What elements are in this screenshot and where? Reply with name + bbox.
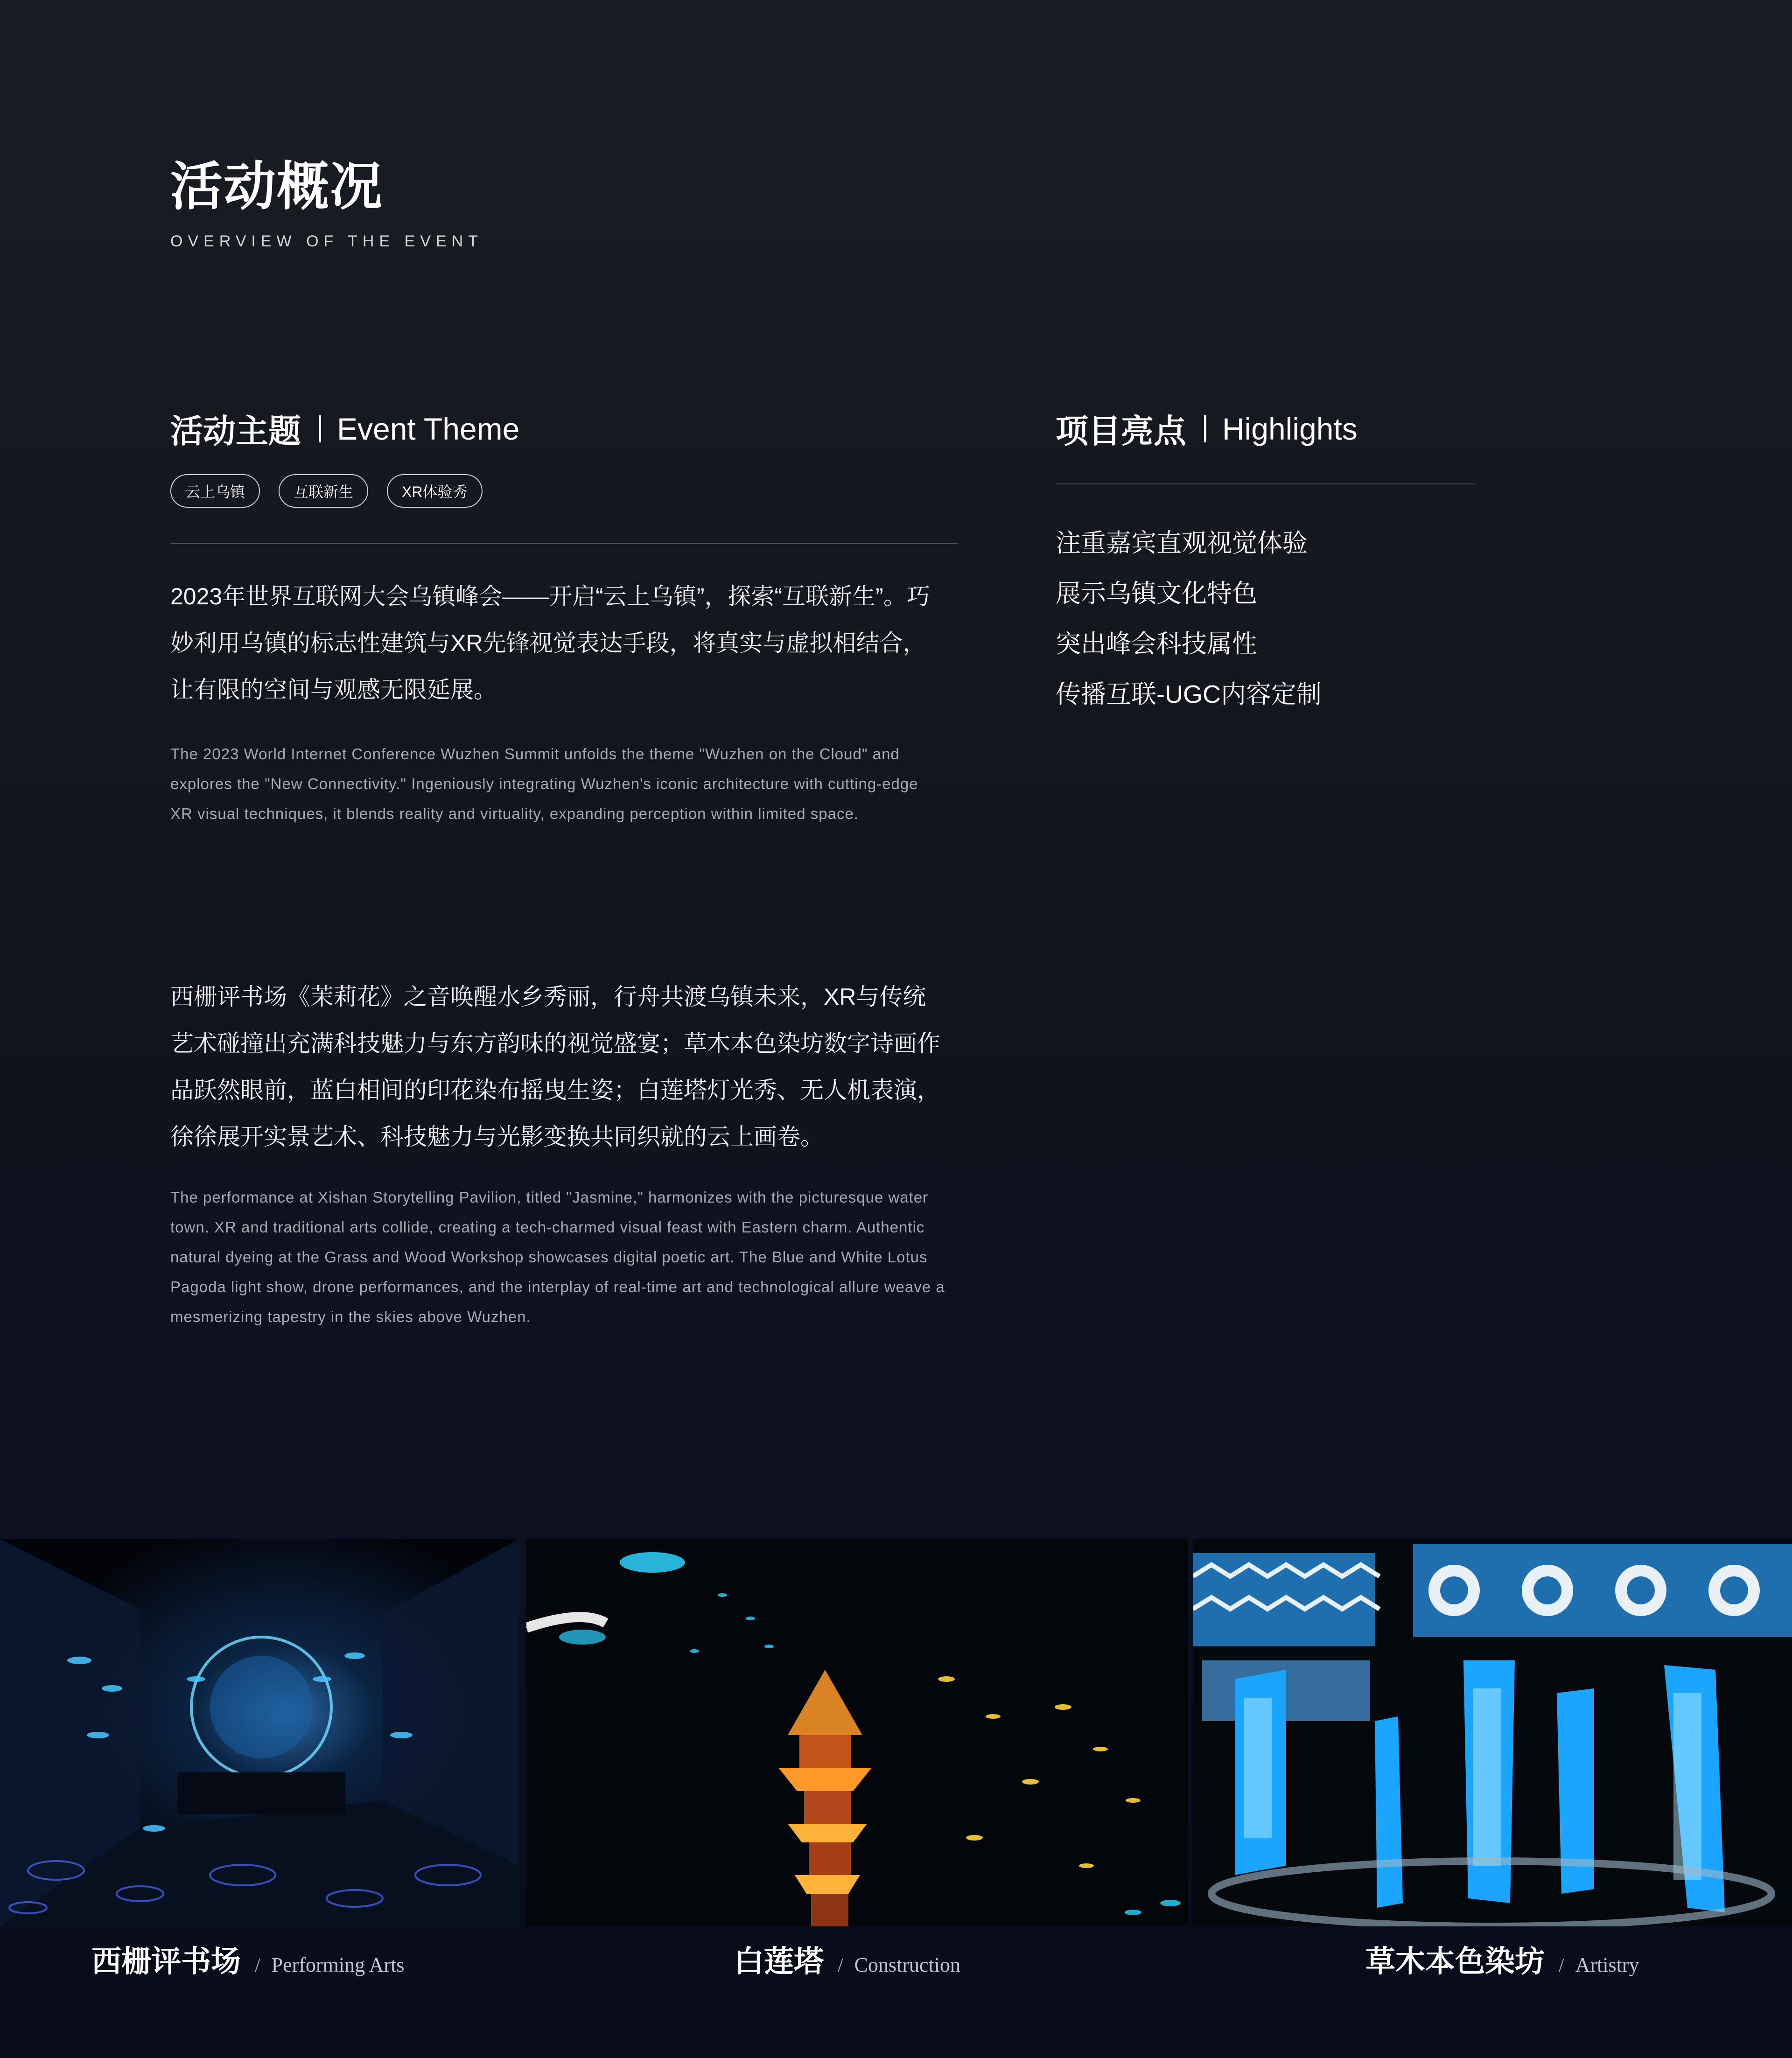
caption-performing-arts [91, 1938, 404, 1981]
tag-chip: 互联新生 [279, 474, 368, 508]
caption-artistry [1365, 1938, 1639, 1981]
theme-tags [170, 474, 483, 508]
theme-paragraph-en-2: The performance at Xishan Storytelling Pavilion, titled "Jasmine," harmonizes with the picturesque water town. XR and traditional arts collide, creating a tech-charmed visual feast with Eastern charm. Authentic natural dyeing at the Grass and Wood Workshop showcases digital poetic art. The Blue and White Lotus Pagoda light show, drone performances, and the interplay of real-time art and technological allure weave a mesmerizing tapestry in the skies above Wuzhen. [170, 1189, 945, 1325]
highlights-heading-en: Highlights [1222, 411, 1358, 446]
theme-heading [170, 405, 519, 452]
dye-workshop-image [1193, 1539, 1792, 1926]
page-subtitle: OVERVIEW OF THE EVENT [170, 232, 483, 250]
tag-chip: 云上乌镇 [170, 474, 260, 508]
caption-cn: 草木本色染坊 [1365, 1945, 1545, 1978]
caption-en: Performing Arts [271, 1953, 405, 1976]
caption-en: Artistry [1575, 1953, 1639, 1976]
highlight-item: 展示乌镇文化特色 [1056, 580, 1257, 608]
caption-separator: / [1559, 1955, 1564, 1976]
theme-heading-cn: 活动主题 [170, 413, 301, 449]
caption-cn: 白莲塔 [734, 1945, 824, 1978]
caption-construction [734, 1938, 960, 1981]
highlights-heading-cn: 项目亮点 [1056, 413, 1186, 449]
theme-paragraph-cn-1: 2023年世界互联网大会乌镇峰会——开启“云上乌镇”，探索“互联新生”。巧妙利用乌镇的标志性建筑与XR先锋视觉表达手段，将真实与虚拟相结合，让有限的空间与观感无限延展。 [170, 583, 930, 703]
heading-divider [319, 415, 321, 442]
caption-separator: / [255, 1955, 260, 1976]
caption-cn: 西栅评书场 [91, 1945, 241, 1978]
heading-divider [1204, 415, 1206, 442]
pagoda-image [526, 1539, 1188, 1926]
theme-heading-en: Event Theme [337, 411, 520, 446]
page-title: 活动概况 [170, 157, 383, 216]
photo-performing-arts [0, 1539, 519, 1926]
theme-paragraph-en-1: The 2023 World Internet Conference Wuzhen Summit unfolds the theme "Wuzhen on the Cloud" and explores the "New Connectivity." Ingeniously integrating Wuzhen's iconic architecture with cutting-edge XR visual techniques, it blends reality and virtuality, expanding perception within limited space. [170, 745, 918, 822]
highlight-item: 注重嘉宾直观视觉体验 [1056, 529, 1308, 557]
tag-chip: XR体验秀 [387, 474, 482, 508]
caption-en: Construction [854, 1953, 960, 1976]
highlight-item: 传播互联-UGC内容定制 [1056, 680, 1322, 708]
highlights-divider [1056, 483, 1476, 484]
highlights-heading [1056, 405, 1358, 452]
highlight-item: 突出峰会科技属性 [1056, 630, 1257, 658]
theme-paragraph-cn-2: 西栅评书场《茉莉花》之音唤醒水乡秀丽，行舟共渡乌镇未来，XR与传统艺术碰撞出充满科技魅力与东方韵味的视觉盛宴；草木本色染坊数字诗画作品跃然眼前，蓝白相间的印花染布摇曳生姿；白莲塔灯光秀、无人机表演，徐徐展开实景艺术、科技魅力与光影变换共同织就的云上画卷。 [170, 984, 940, 1150]
caption-separator: / [838, 1955, 843, 1976]
highlights-list [1056, 518, 1322, 720]
performing-arts-image [0, 1539, 519, 1926]
photo-artistry [1193, 1539, 1792, 1926]
theme-divider [170, 543, 958, 544]
photo-construction [526, 1539, 1188, 1926]
